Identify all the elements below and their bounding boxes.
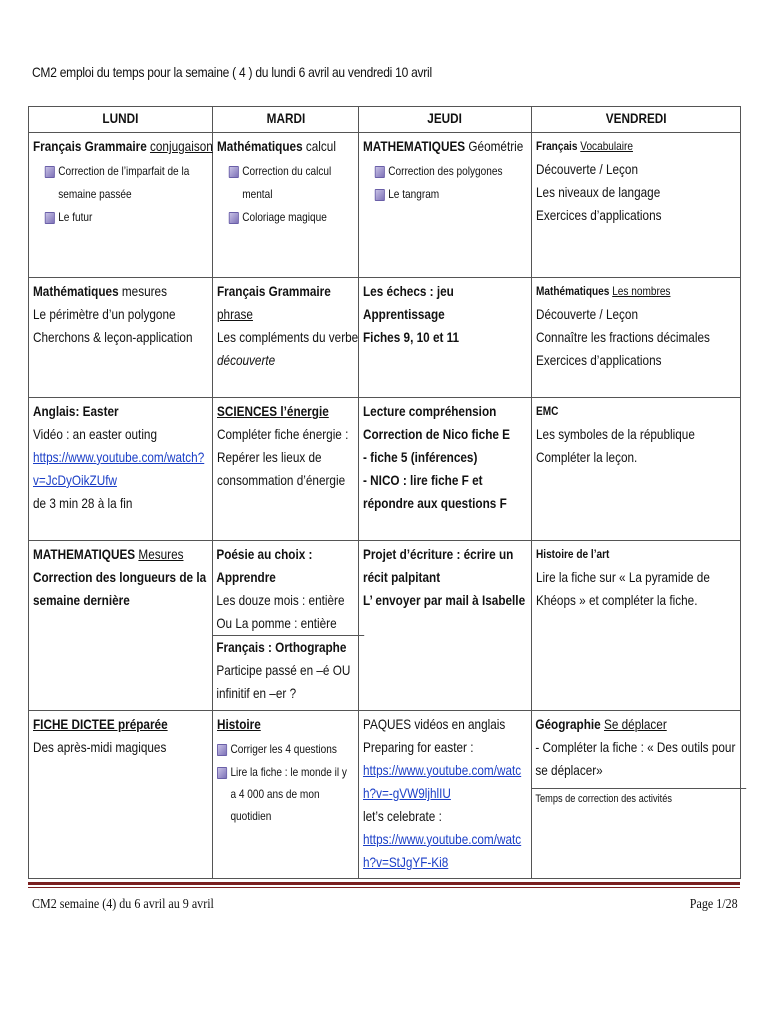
cell-lundi-2: Mathématiques mesures Le périmètre d’un polygone Cherchons & leçon-application: [29, 278, 213, 398]
youtube-link[interactable]: https://www.youtube.com/watch?v=JcDyOikZUfw: [33, 449, 205, 488]
cell-jeudi-3: Lecture compréhension Correction de Nico fiche E - fiche 5 (inférences) - NICO : lire fiche F et répondre aux questions F: [359, 398, 532, 541]
cell-mardi-3: SCIENCES l’énergie Compléter fiche énergie : Repérer les lieux de consommation d’énergie: [213, 398, 359, 541]
cell-lundi-5: FICHE DICTEE préparée Des après-midi magiques: [29, 711, 213, 879]
list-item: Corriger les 4 questions: [217, 738, 355, 761]
cell-vendredi-5: Géographie Se déplacer - Compléter la fiche : « Des outils pour se déplacer» Temps de correction des activités: [532, 711, 741, 879]
cell-lundi-1: Français Grammaire conjugaison Correction de l’imparfait de la semaine passée Le futur: [29, 133, 213, 278]
cell-vendredi-2: Mathématiques Les nombres Découverte / Leçon Connaître les fractions décimales Exercices d’applications: [532, 278, 741, 398]
bullet-icon: [229, 212, 239, 224]
column-header-lundi: LUNDI: [29, 107, 213, 133]
cell-lundi-3: Anglais: Easter Vidéo : an easter outing https://www.youtube.com/watch?v=JcDyOikZUfw de 3 min 28 à la fin: [29, 398, 213, 541]
cell-jeudi-4: Projet d’écriture : écrire un récit palpitant L’ envoyer par mail à Isabelle: [359, 541, 532, 711]
table-row: [29, 133, 741, 278]
page-title: CM2 emploi du temps pour la semaine ( 4 ) du lundi 6 avril au vendredi 10 avril: [32, 64, 432, 80]
cell-mardi-2: Français Grammaire phrase Les compléments du verbe découverte: [213, 278, 359, 398]
youtube-link[interactable]: https://www.youtube.com/watch?v=StJgYF-Ki8: [363, 831, 522, 870]
list-item: Correction du calcul mental: [229, 160, 355, 206]
youtube-link[interactable]: https://www.youtube.com/watch?v=-gVW9ljhlIU: [363, 762, 522, 801]
column-header-mardi: MARDI: [213, 107, 359, 133]
schedule-table: [28, 106, 741, 879]
page-number: Page 1/28: [690, 897, 738, 912]
footer-rule: [28, 882, 740, 885]
footer-caption: CM2 semaine (4) du 6 avril au 9 avril: [32, 897, 214, 912]
table-row: [29, 278, 741, 398]
cell-mardi-4: Poésie au choix : Apprendre Les douze mois : entière Ou La pomme : entière Français : Orthographe Participe passé en –é OU infinitif en –er ?: [213, 541, 359, 711]
table-row: [29, 541, 741, 711]
bullet-icon: [229, 166, 239, 178]
list-item: Le futur: [45, 206, 209, 229]
bullet-icon: [217, 767, 227, 779]
correction-note: Temps de correction des activités: [532, 788, 746, 809]
bullet-icon: [375, 166, 385, 178]
list-item: Lire la fiche : le monde il y a 4 000 ans de mon quotidien: [217, 761, 355, 827]
list-item: Coloriage magique: [229, 206, 355, 229]
list-item: Correction de l’imparfait de la semaine passée: [45, 160, 209, 206]
cell-vendredi-4: Histoire de l’art Lire la fiche sur « La pyramide de Khéops » et compléter la fiche.: [532, 541, 741, 711]
cell-mardi-5: Histoire Corriger les 4 questions Lire la fiche : le monde il y a 4 000 ans de mon quotidien: [213, 711, 359, 879]
bullet-icon: [45, 212, 55, 224]
cell-jeudi-5: PAQUES vidéos en anglais Preparing for easter : https://www.youtube.com/watch?v=-gVW9ljhlIU let’s celebrate : https://www.youtube.com/watch?v=StJgYF-Ki8: [359, 711, 532, 879]
cell-mardi-1: Mathématiques calcul Correction du calcul mental Coloriage magique: [213, 133, 359, 278]
table-header-row: [29, 107, 741, 133]
list-item: Correction des polygones: [375, 160, 528, 183]
cell-jeudi-1: MATHEMATIQUES Géométrie Correction des polygones Le tangram: [359, 133, 532, 278]
cell-jeudi-2: Les échecs : jeu Apprentissage Fiches 9, 10 et 11: [359, 278, 532, 398]
list-item: Le tangram: [375, 183, 528, 206]
cell-vendredi-1: Français Vocabulaire Découverte / Leçon Les niveaux de langage Exercices d’applications: [532, 133, 741, 278]
table-row: [29, 711, 741, 879]
column-header-vendredi: VENDREDI: [532, 107, 741, 133]
table-row: [29, 398, 741, 541]
bullet-icon: [217, 744, 227, 756]
bullet-icon: [375, 189, 385, 201]
cell-vendredi-3: EMC Les symboles de la république Compléter la leçon.: [532, 398, 741, 541]
column-header-jeudi: JEUDI: [359, 107, 532, 133]
footer-rule-thin: [28, 887, 740, 888]
bullet-icon: [45, 166, 55, 178]
cell-lundi-4: MATHEMATIQUES Mesures Correction des longueurs de la semaine dernière: [29, 541, 213, 711]
